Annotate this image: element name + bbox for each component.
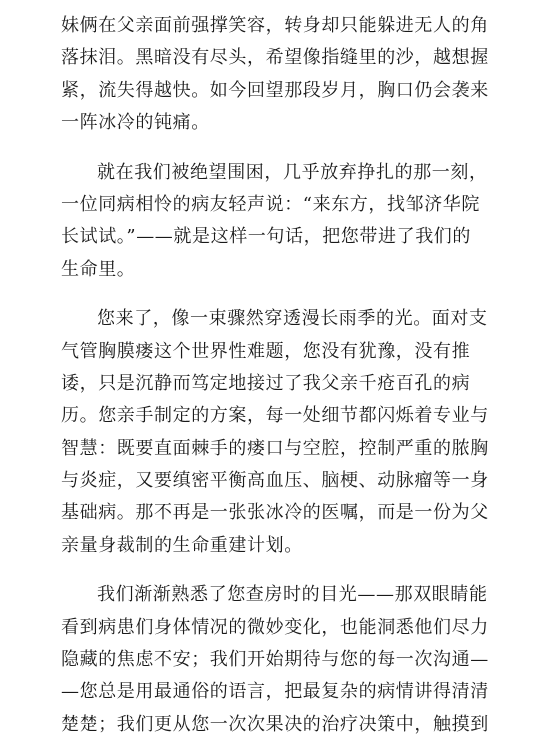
text-line: 落抹泪。黑暗没有尽头，希望像指缝里的沙，越想握 (61, 47, 489, 69)
text-line: 您来了，像一束骤然穿透漫长雨季的光。面对支 (97, 308, 488, 330)
body-text (61, 10, 489, 741)
text-line: 我们渐渐熟悉了您查房时的目光——那双眼睛能 (97, 584, 488, 606)
text-line: 生命里。 (61, 258, 136, 280)
paragraph-gap (61, 286, 481, 303)
text-line: 楚楚；我们更从您一次次果决的治疗决策中，触摸到 (61, 713, 489, 735)
paragraph-3 (61, 303, 489, 562)
text-line: 就在我们被绝望围困，几乎放弃挣扎的那一刻， (97, 161, 488, 183)
text-line: —您总是用最通俗的语言，把最复杂的病情讲得清清 (61, 681, 489, 703)
text-line: 与炎症，又要缜密平衡高血压、脑梗、动脉瘤等一身 (61, 470, 489, 492)
text-line: 看到病患们身体情况的微妙变化，也能洞悉他们尽力 (61, 616, 489, 638)
text-line: 隐藏的焦虑不安；我们开始期待与您的每一次沟通— (61, 649, 489, 671)
text-line: 一位同病相怜的病友轻声说：“来东方，找邹济华院 (61, 193, 480, 215)
text-line: 妹俩在父亲面前强撑笑容，转身却只能躲进无人的角 (61, 15, 489, 36)
text-line: 一阵冰冷的钝痛。 (61, 112, 210, 134)
paragraph-1 (61, 10, 489, 140)
text-line: 亲量身裁制的生命重建计划。 (61, 534, 303, 556)
text-line: 诿，只是沉静而笃定地接过了我父亲千疮百孔的病 (61, 372, 471, 394)
text-line: 气管胸膜瘘这个世界性难题，您没有犹豫，没有推 (61, 340, 471, 362)
paragraph-4 (61, 579, 489, 741)
text-line: 基础病。那不再是一张张冰冷的医嘱，而是一份为父 (61, 502, 489, 524)
text-line: 紧，流失得越快。如今回望那段岁月，胸口仍会袭来 (61, 79, 489, 101)
paragraph-2 (61, 157, 488, 287)
text-line: 历。您亲手制定的方案，每一处细节都闪烁着专业与 (61, 405, 489, 427)
text-line: 长试试。”——就是这样一句话，把您带进了我们的 (61, 226, 471, 248)
paragraph-gap (61, 562, 481, 579)
paragraph-gap (61, 140, 481, 157)
text-line: 智慧：既要直面棘手的瘘口与空腔，控制严重的脓胸 (61, 437, 489, 459)
